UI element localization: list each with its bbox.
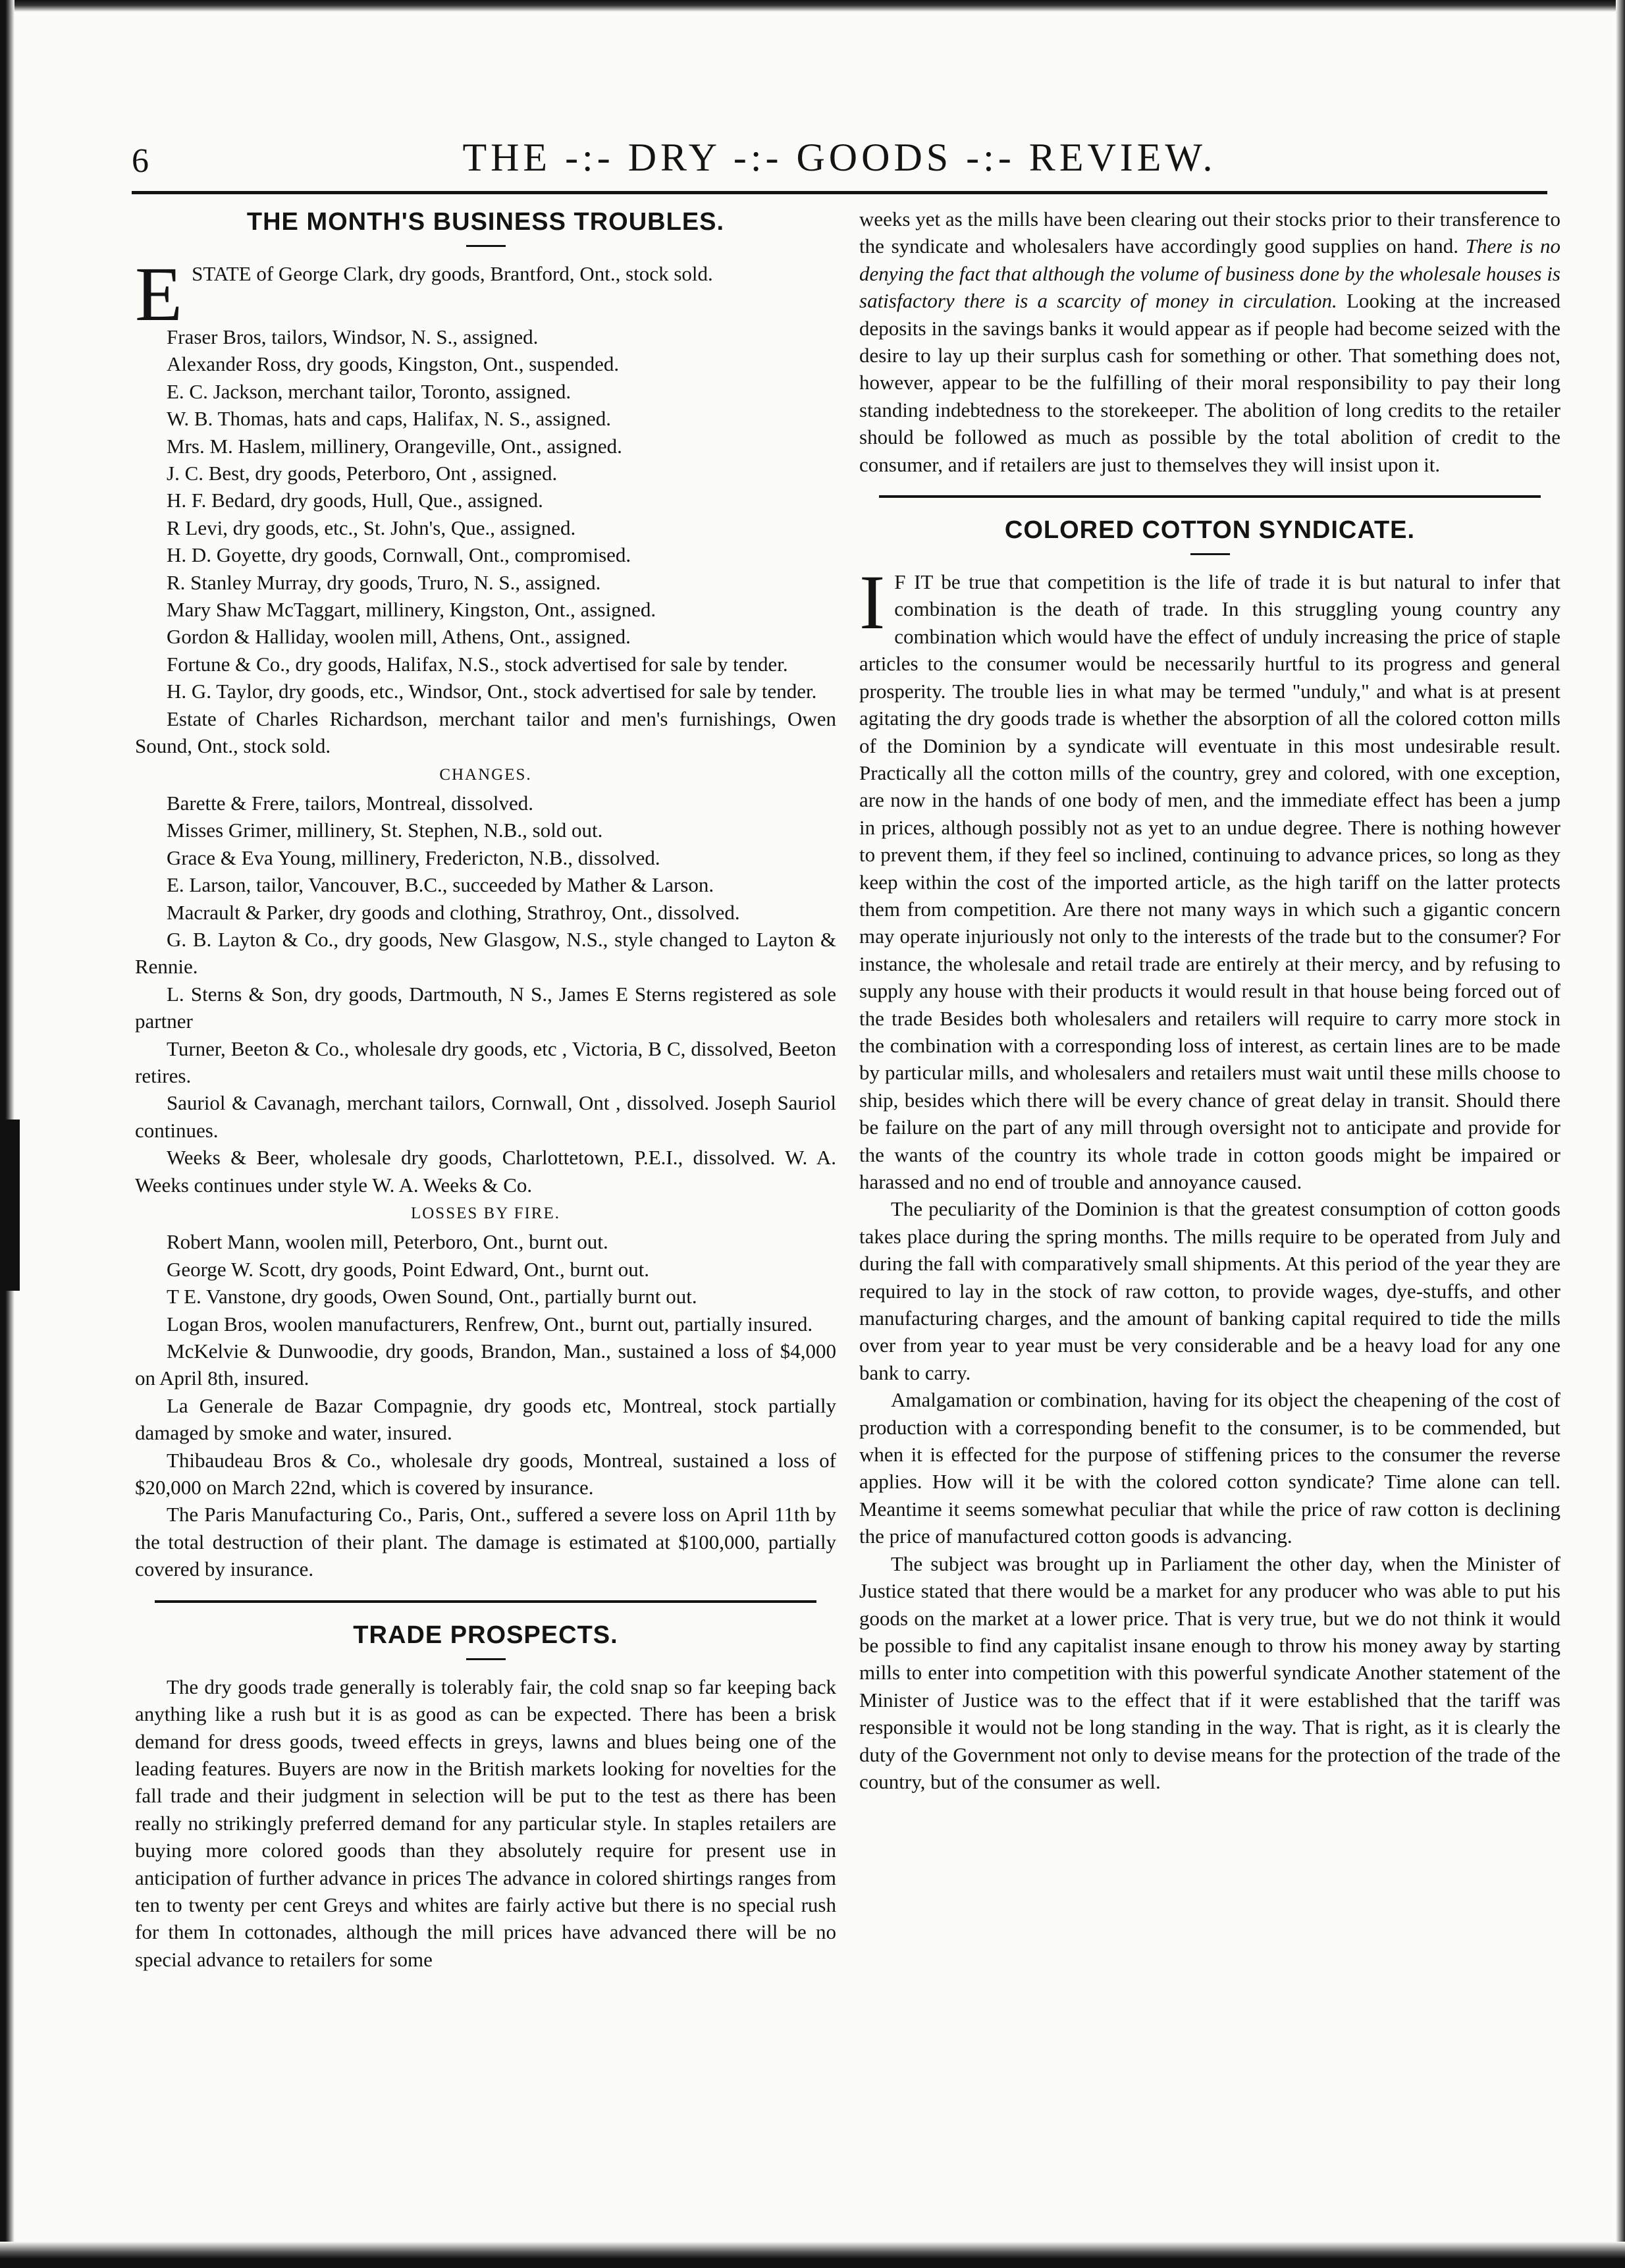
list-item: The Paris Manufacturing Co., Paris, Ont., suffered a severe loss on April 11th by the total destruction of their plant. The damage is estimated at $100,000, partially covered by insurance. — [135, 1503, 836, 1581]
header-rule — [132, 191, 1547, 194]
list-item: H. G. Taylor, dry goods, etc., Windsor, Ont., stock advertised for sale by tender. — [167, 680, 817, 703]
scan-ink-blot — [0, 1120, 20, 1291]
list-item: R Levi, dry goods, etc., St. John's, Que., assigned. — [167, 516, 576, 539]
page-header — [132, 135, 1547, 188]
title-dash — [466, 245, 506, 247]
list-item: R. Stanley Murray, dry goods, Truro, N. S., assigned. — [167, 570, 601, 594]
syndicate-paragraph-4: The subject was brought up in Parliament the other day, when the Minister of Justice stated that there would be a market for any producer who was able to put his goods on the market at a lower price. That is very true, but we do not think it would be possible to find any capitalist insane enough to throw his money away by starting mills to enter into competition with this powerful syndicate Another statement of the Minister of Justice was to the effect that if it were established that the tariff was responsible it would not be long standing in the way. That is right, as it is clearly the duty of the Government not only to devise means for the protection of the trade of the country, but of the consumer as well. — [859, 1552, 1560, 1793]
list-item: McKelvie & Dunwoodie, dry goods, Brandon, Man., sustained a loss of $4,000 on April 8th, insured. — [135, 1339, 836, 1390]
list-item: Weeks & Beer, wholesale dry goods, Charlottetown, P.E.I., dissolved. W. A. Weeks continues under style W. A. Weeks & Co. — [135, 1146, 836, 1197]
drop-cap-i: I — [859, 559, 886, 646]
list-item: Robert Mann, woolen mill, Peterboro, Ont., burnt out. — [167, 1230, 608, 1254]
list-item: W. B. Thomas, hats and caps, Halifax, N. S., assigned. — [167, 407, 612, 431]
changes-list — [135, 790, 836, 1199]
list-item: Estate of Charles Richardson, merchant tailor and men's furnishings, Owen Sound, Ont., stock sold. — [135, 707, 836, 758]
list-item: La Generale de Bazar Compagnie, dry goods etc, Montreal, stock partially damaged by smoke and water, insured. — [135, 1393, 836, 1445]
troubles-first-entry: ESTATE of George Clark, dry goods, Brantford, Ont., stock sold. — [135, 251, 713, 337]
syndicate-paragraph-3: Amalgamation or combination, having for its object the cheapening of the cost of production with a corresponding benefit to the consumer, is to be commended, but when it is effected for the purpose of stiffening prices to the consumer the reverse applies. How will it be with the colored cotton syndicate? Time alone can tell. Meantime it seems somewhat peculiar that while the price of raw cotton is declining the price of manufactured cotton goods is advancing. — [859, 1388, 1560, 1548]
list-item: Mary Shaw McTaggart, millinery, Kingston, Ont., assigned. — [167, 598, 656, 622]
list-item: Alexander Ross, dry goods, Kingston, Ont., suspended. — [167, 352, 620, 376]
list-item: J. C. Best, dry goods, Peterboro, Ont , assigned. — [167, 462, 558, 485]
list-item: H. F. Bedard, dry goods, Hull, Que., assigned. — [167, 489, 543, 512]
section-divider — [879, 495, 1541, 498]
section-title-business-troubles: THE MONTH'S BUSINESS TROUBLES. — [246, 208, 725, 236]
left-column — [135, 205, 836, 1973]
list-item: G. B. Layton & Co., dry goods, New Glasgow, N.S., style changed to Layton & Rennie. — [135, 927, 836, 979]
fire-losses-list — [135, 1228, 836, 1582]
title-dash — [466, 1658, 506, 1660]
list-item: Grace & Eva Young, millinery, Fredericton, N.B., dissolved. — [167, 846, 660, 869]
list-item: Fortune & Co., dry goods, Halifax, N.S., stock advertised for sale by tender. — [167, 652, 788, 676]
list-item: Macrault & Parker, dry goods and clothing, Strathroy, Ont., dissolved. — [167, 900, 740, 924]
list-item: Barette & Frere, tailors, Montreal, dissolved. — [167, 791, 534, 815]
list-item: L. Sterns & Son, dry goods, Dartmouth, N S., James E Sterns registered as sole partner — [135, 982, 836, 1033]
troubles-entry-list — [135, 323, 836, 760]
list-item: Gordon & Halliday, woolen mill, Athens, Ont., assigned. — [167, 625, 631, 649]
scan-edge-bottom — [0, 2242, 1625, 2268]
list-item: Turner, Beeton & Co., wholesale dry goods, etc , Victoria, B C, dissolved, Beeton retires. — [135, 1037, 836, 1087]
page-number: 6 — [132, 142, 149, 180]
list-item: T E. Vanstone, dry goods, Owen Sound, Ont., partially burnt out. — [167, 1285, 697, 1309]
syndicate-paragraph-2: The peculiarity of the Dominion is that the greatest consumption of cotton goods takes place during the spring months. The mills require to be operated from July and during the fall with comparatively small shipments. At this period of the year they are required to lay in the stock of raw cotton, to provide wages, dye-stuffs, and other manufacturing charges, and the amount of banking capital required to tide the mills over from year to year must be very considerable and be a heavy load for any one bank to carry. — [859, 1197, 1560, 1384]
title-dash — [1190, 553, 1230, 555]
list-item: E. C. Jackson, merchant tailor, Toronto, assigned. — [167, 379, 572, 403]
scan-edge-top — [0, 0, 1625, 12]
list-item: Thibaudeau Bros & Co., wholesale dry goods, Montreal, sustained a loss of $20,000 on March 22nd, which is covered by insurance. — [135, 1448, 836, 1499]
trade-prospects-paragraph: The dry goods trade generally is tolerably fair, the cold snap so far keeping back anything like a rush but it is as good as can be expected. There has been a brisk demand for dress goods, tweed effects in greys, lawns and blues being one of the leading features. Buyers are now in the British markets looking for novelties for the fall trade and their judgment in selection will be put to the test as there has been really no strikingly preferred demand for any particular style. In staples retailers are buying more colored goods than they absolutely require for present use in anticipation of further advance in prices The advance in colored shirtings ranges from ten to twenty per cent Greys and whites are fairly active but there is no special rush for them In cottonades, although the mill prices have advanced there will be no special advance to retailers for some — [135, 1675, 836, 1971]
right-column — [859, 205, 1560, 1795]
list-item: Mrs. M. Haslem, millinery, Orangeville, Ont., assigned. — [167, 434, 622, 458]
list-item: H. D. Goyette, dry goods, Cornwall, Ont., compromised. — [167, 543, 631, 567]
masthead-title: THE -:- DRY -:- GOODS -:- REVIEW. — [462, 136, 1217, 179]
continued-paragraph: weeks yet as the mills have been clearing out their stocks prior to their transference to the syndicate and wholesalers have accordingly good supplies on hand. There is no denying the fact that although the volume of business done by the wholesale houses is satisfactory there is a scarcity of money in circulation. Looking at the increased deposits in the savings banks it would appear as if people had become seized with the desire to lay up their surplus cash for something or other. That something does not, however, appear to be the fulfilling of their moral responsibility to pay their long standing indebtedness to the storekeeper. The abolition of long credits to the retailer should be followed as much as possible by the total abolition of credit to the consumer, and if retailers are just to themselves they will insist upon it. — [859, 207, 1560, 476]
section-divider — [155, 1600, 816, 1603]
scan-edge-right — [1616, 0, 1625, 2268]
section-title-cotton-syndicate: COLORED COTTON SYNDICATE. — [1004, 516, 1416, 545]
list-item: E. Larson, tailor, Vancouver, B.C., succeeded by Mather & Larson. — [167, 873, 714, 897]
list-item: Logan Bros, woolen manufacturers, Renfrew, Ont., burnt out, partially insured. — [167, 1312, 813, 1336]
syndicate-paragraph-1: I F IT be true that competition is the life of trade it is but natural to infer that combination is the death of trade. In this struggling young country any combination which would have the effect of unduly increasing the price of staple articles to the consumer would be necessarily hurtful to its progress and general prosperity. The trouble lies in what may be termed "unduly," and what is at present agitating the dry goods trade is whether the absorption of all the colored cotton mills of the Dominion by a syndicate will eventuate in this most undesirable result. Practically all the cotton mills of the country, grey and colored, with one exception, are now in the hands of one body of men, and the immediate effect has been a jump in prices, although possibly not as yet to an undue degree. There is nothing however to prevent them, if they feel so inclined, continuing to advance prices, so long as they keep within the cost of the imported article, as the high tariff on the latter protects them from competition. Are there not many ways in which such a gigantic concern may operate injuriously not only to the interests of the trade but to the consumer? For instance, the wholesale and retail trade are entirely at their mercy, and by refusing to supply any house with their products it would result in that house being forced out of the trade Besides both wholesalers and retailers will require to carry more stock in the combination with a corresponding loss of interest, as certain lines are to be made by particular mills, and wholesalers and retailers must wait until these mills choose to ship, besides which there will be every chance of great delay in transit. Should there be failure on the part of any mill through oversight not to anticipate and provide for the wants of the country its whole trade in cotton goods might be impaired or harassed and no end of trouble and annoyance caused. — [859, 559, 1560, 1193]
fire-losses-heading: LOSSES BY FIRE. — [410, 1204, 561, 1222]
list-item: George W. Scott, dry goods, Point Edward, Ont., burnt out. — [167, 1257, 650, 1281]
drop-cap-e: E — [135, 251, 183, 337]
list-item: Sauriol & Cavanagh, merchant tailors, Cornwall, Ont , dissolved. Joseph Sauriol continues. — [135, 1091, 836, 1142]
list-item: Misses Grimer, millinery, St. Stephen, N.B., sold out. — [167, 819, 603, 842]
changes-heading: CHANGES. — [439, 765, 532, 784]
list-item: Fraser Bros, tailors, Windsor, N. S., assigned. — [167, 325, 539, 348]
section-title-trade-prospects: TRADE PROSPECTS. — [353, 1621, 618, 1649]
